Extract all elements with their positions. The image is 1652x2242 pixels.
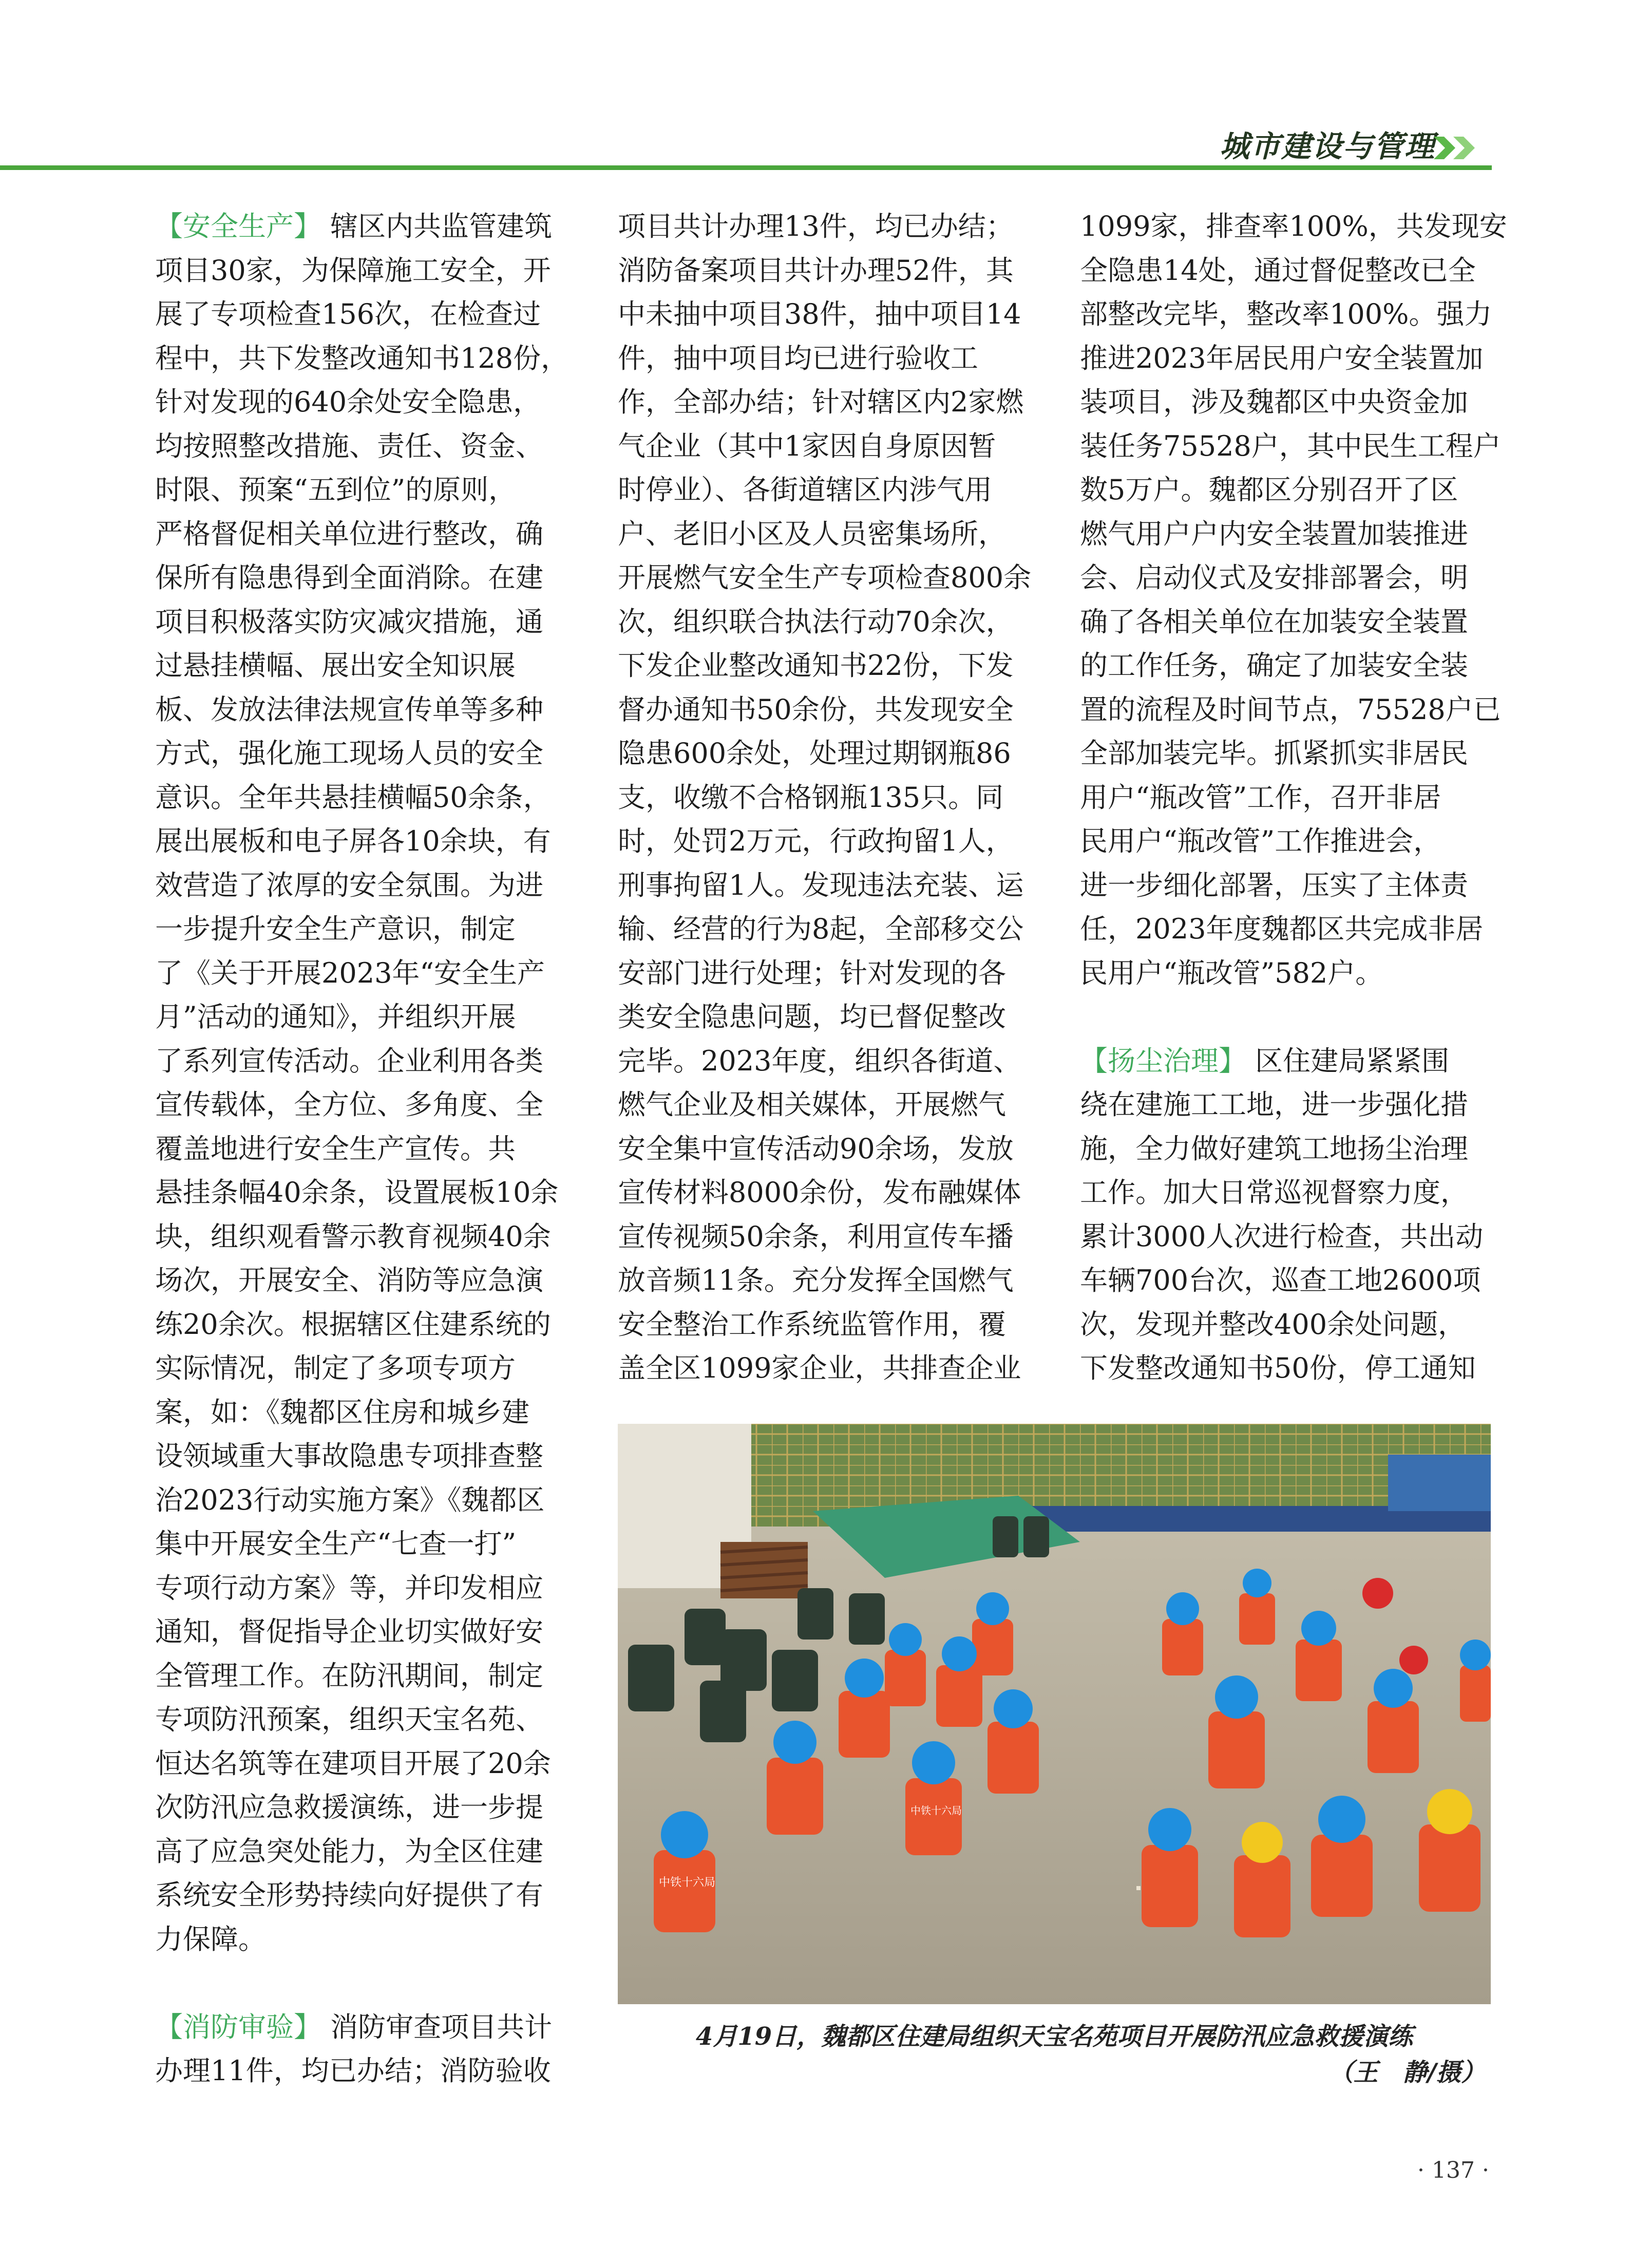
text-line: 全管理工作。在防汛期间，制定 <box>155 1659 543 1692</box>
section-heading: 【消防审验】 <box>155 2010 321 2043</box>
text-line: 用户“瓶改管”工作，召开非居 <box>1080 781 1441 814</box>
text-line: 任，2023年度魏都区共完成非居 <box>1080 913 1484 945</box>
double-chevron-icon <box>1433 135 1484 161</box>
text-line: 气企业（其中1家因自身原因暂 <box>618 429 996 462</box>
text-line: 输、经营的行为8起，全部移交公 <box>618 913 1024 945</box>
text-line: 工作。加大日常巡视督察力度， <box>1080 1176 1468 1209</box>
text-line: 练20余次。根据辖区住建系统的 <box>155 1308 551 1341</box>
text-line: 督办通知书50余份，共发现安全 <box>618 693 1014 726</box>
text-line: 均按照整改措施、责任、资金、 <box>155 429 543 462</box>
column-3 <box>1080 204 1507 1390</box>
text-line: 覆盖地进行安全生产宣传。共 <box>155 1132 516 1165</box>
text-line: 类安全隐患问题，均已督促整改 <box>618 1001 1006 1033</box>
section-heading: 【安全生产】 <box>155 210 321 242</box>
text-line: 次，组织联合执法行动70余次， <box>618 605 1014 638</box>
text-line: 放音频11条。充分发挥全国燃气 <box>618 1264 1014 1296</box>
text-line: 民用户“瓶改管”工作推进会， <box>1080 825 1441 857</box>
text-line: 月”活动的通知》，并组织开展 <box>155 1001 516 1033</box>
text-line: 场次，开展安全、消防等应急演 <box>155 1264 543 1296</box>
photo-caption <box>618 2019 1491 2090</box>
text-line: 宣传材料8000余份，发布融媒体 <box>618 1176 1021 1209</box>
caption-credit: （王 静/摄） <box>1328 2058 1486 2087</box>
paragraph-gap <box>155 1961 576 2005</box>
text-line: 保所有隐患得到全面消除。在建 <box>155 561 543 594</box>
vest-text: 中铁十六局 <box>659 1876 716 1889</box>
text-line: 块，组织观看警示教育视频40余 <box>155 1220 551 1253</box>
text-line: 燃气用户户内安全装置加装推进 <box>1080 517 1468 550</box>
text-line: 次防汛应急救援演练，进一步提 <box>155 1791 543 1823</box>
text-line: 民用户“瓶改管”582户。 <box>1080 956 1383 989</box>
column-1 <box>155 204 576 2093</box>
text-line: 展出展板和电子屏各10余块，有 <box>155 825 551 857</box>
text-line: 专项防汛预案，组织天宝名苑、 <box>155 1703 543 1736</box>
text-line: 隐患600余处，处理过期钢瓶86 <box>618 737 1011 769</box>
text-line: 集中开展安全生产“七查一打” <box>155 1528 517 1560</box>
text-line: 板、发放法律法规宣传单等多种 <box>155 693 543 726</box>
paragraph-gap <box>1080 995 1501 1039</box>
text-line: 宣传视频50余条，利用宣传车播 <box>618 1220 1014 1253</box>
text-line: 1099家，排查率100%，共发现安 <box>1080 210 1507 242</box>
text-line: 安全集中宣传活动90余场，发放 <box>618 1132 1014 1165</box>
caption-line-1: 4月19日，魏都区住建局组织天宝名苑项目开展防汛应急救援演练 <box>695 2022 1413 2051</box>
text-line: 刑事拘留1人。发现违法充装、运 <box>618 869 1024 901</box>
text-line: 燃气企业及相关媒体，开展燃气 <box>618 1088 1006 1121</box>
text-line: 治2023行动实施方案》《魏都区 <box>155 1483 545 1516</box>
text-line: 专项行动方案》等，并印发相应 <box>155 1571 543 1604</box>
text-line: 绕在建施工工地，进一步强化措 <box>1080 1088 1468 1121</box>
text-line: 一步提升安全生产意识，制定 <box>155 913 516 945</box>
text-line: 悬挂条幅40余条，设置展板10余 <box>155 1176 559 1209</box>
section-heading: 【扬尘治理】 <box>1080 1044 1246 1077</box>
text-line: 严格督促相关单位进行整改，确 <box>155 517 543 550</box>
text-line: 装项目，涉及魏都区中央资金加 <box>1080 386 1468 418</box>
text-line: 时限、预案“五到位”的原则， <box>155 474 517 506</box>
text-line: 部整改完毕，整改率100%。强力 <box>1080 298 1492 330</box>
text-line: 会、启动仪式及安排部署会，明 <box>1080 561 1468 594</box>
text-line: 安全整治工作系统监管作用，覆 <box>618 1308 1006 1341</box>
text-line: 方式，强化施工现场人员的安全 <box>155 737 543 769</box>
text-line: 宣传载体，全方位、多角度、全 <box>155 1088 543 1121</box>
text-line: 进一步细化部署，压实了主体责 <box>1080 869 1468 901</box>
vest-text: 中铁十六局 <box>910 1804 962 1817</box>
text-line: 中未抽中项目38件，抽中项目14 <box>618 298 1021 330</box>
text-line: 累计3000人次进行检查，共出动 <box>1080 1220 1484 1253</box>
section-title: 城市建设与管理 <box>1220 129 1436 164</box>
text-line: 全隐患14处，通过督促整改已全 <box>1080 254 1476 287</box>
text-line: 项目积极落实防灾减灾措施，通 <box>155 605 543 638</box>
text-line: 完毕。2023年度，组织各街道、 <box>618 1044 1021 1077</box>
text-line: 盖全区1099家企业，共排查企业 <box>618 1352 1021 1384</box>
text-line: 安部门进行处理；针对发现的各 <box>618 956 1006 989</box>
text-line: 高了应急突处能力，为全区住建 <box>155 1835 543 1868</box>
column-2 <box>618 204 1039 1390</box>
page-number: · 137 · <box>1417 2157 1489 2183</box>
text-line: 户、老旧小区及人员密集场所， <box>618 517 1006 550</box>
text-line: 件，抽中项目均已进行验收工 <box>618 342 978 374</box>
text-line: 消防备案项目共计办理52件，其 <box>618 254 1014 287</box>
text-line: 开展燃气安全生产专项检查800余 <box>618 561 1032 594</box>
text-line: 力保障。 <box>155 1923 266 1955</box>
text-line: 效营造了浓厚的安全氛围。为进 <box>155 869 543 901</box>
text-line: 确了各相关单位在加装安全装置 <box>1080 605 1468 638</box>
text-line: 【扬尘治理】 区住建局紧紧围 <box>1080 1044 1450 1077</box>
flood-drill-photo-illustration <box>618 1424 1491 2004</box>
text-line: 数5万户。魏都区分别召开了区 <box>1080 474 1458 506</box>
header-rule <box>0 165 1492 170</box>
text-line: 了系列宣传活动。企业利用各类 <box>155 1044 543 1077</box>
text-line: 推进2023年居民用户安全装置加 <box>1080 342 1484 374</box>
text-line: 车辆700台次，巡查工地2600项 <box>1080 1264 1481 1296</box>
text-line: 意识。全年共悬挂横幅50余条， <box>155 781 551 814</box>
text-line: 案，如：《魏都区住房和城乡建 <box>155 1396 529 1428</box>
text-line: 全部加装完毕。抓紧抓实非居民 <box>1080 737 1468 769</box>
text-line: 施，全力做好建筑工地扬尘治理 <box>1080 1132 1468 1165</box>
text-line: 时，处罚2万元，行政拘留1人， <box>618 825 1014 857</box>
text-line: 的工作任务，确定了加装安全装 <box>1080 649 1468 682</box>
text-line: 支，收缴不合格钢瓶135只。同 <box>618 781 1004 814</box>
text-line: 实际情况，制定了多项专项方 <box>155 1352 516 1384</box>
text-line: 次，发现并整改400余处问题， <box>1080 1308 1466 1341</box>
text-line: 了《关于开展2023年“安全生产 <box>155 956 545 989</box>
news-photo <box>618 1424 1491 2004</box>
text-line: 时停业）、各街道辖区内涉气用 <box>618 474 992 506</box>
text-line: 程中，共下发整改通知书128份， <box>155 342 569 374</box>
text-line: 办理11件，均已办结；消防验收 <box>155 2055 551 2087</box>
text-line: 过悬挂横幅、展出安全知识展 <box>155 649 516 682</box>
text-line: 设领域重大事故隐患专项排查整 <box>155 1440 543 1472</box>
text-line: 展了专项检查156次，在检查过 <box>155 298 541 330</box>
text-line: 通知，督促指导企业切实做好安 <box>155 1615 543 1648</box>
text-line: 【消防审验】 消防审查项目共计 <box>155 2010 553 2043</box>
text-line: 置的流程及时间节点，75528户已 <box>1080 693 1501 726</box>
text-line: 【安全生产】 辖区内共监管建筑 <box>155 210 553 242</box>
text-line: 系统安全形势持续向好提供了有 <box>155 1879 543 1911</box>
text-line: 作，全部办结；针对辖区内2家燃 <box>618 386 1024 418</box>
text-line: 针对发现的640余处安全隐患， <box>155 386 541 418</box>
text-line: 装任务75528户，其中民生工程户 <box>1080 429 1501 462</box>
text-line: 恒达名筑等在建项目开展了20余 <box>155 1747 551 1780</box>
text-line: 下发整改通知书50份，停工通知 <box>1080 1352 1476 1384</box>
text-line: 项目共计办理13件，均已办结； <box>618 210 1014 242</box>
text-line: 项目30家，为保障施工安全，开 <box>155 254 551 287</box>
text-line: 下发企业整改通知书22份，下发 <box>618 649 1014 682</box>
